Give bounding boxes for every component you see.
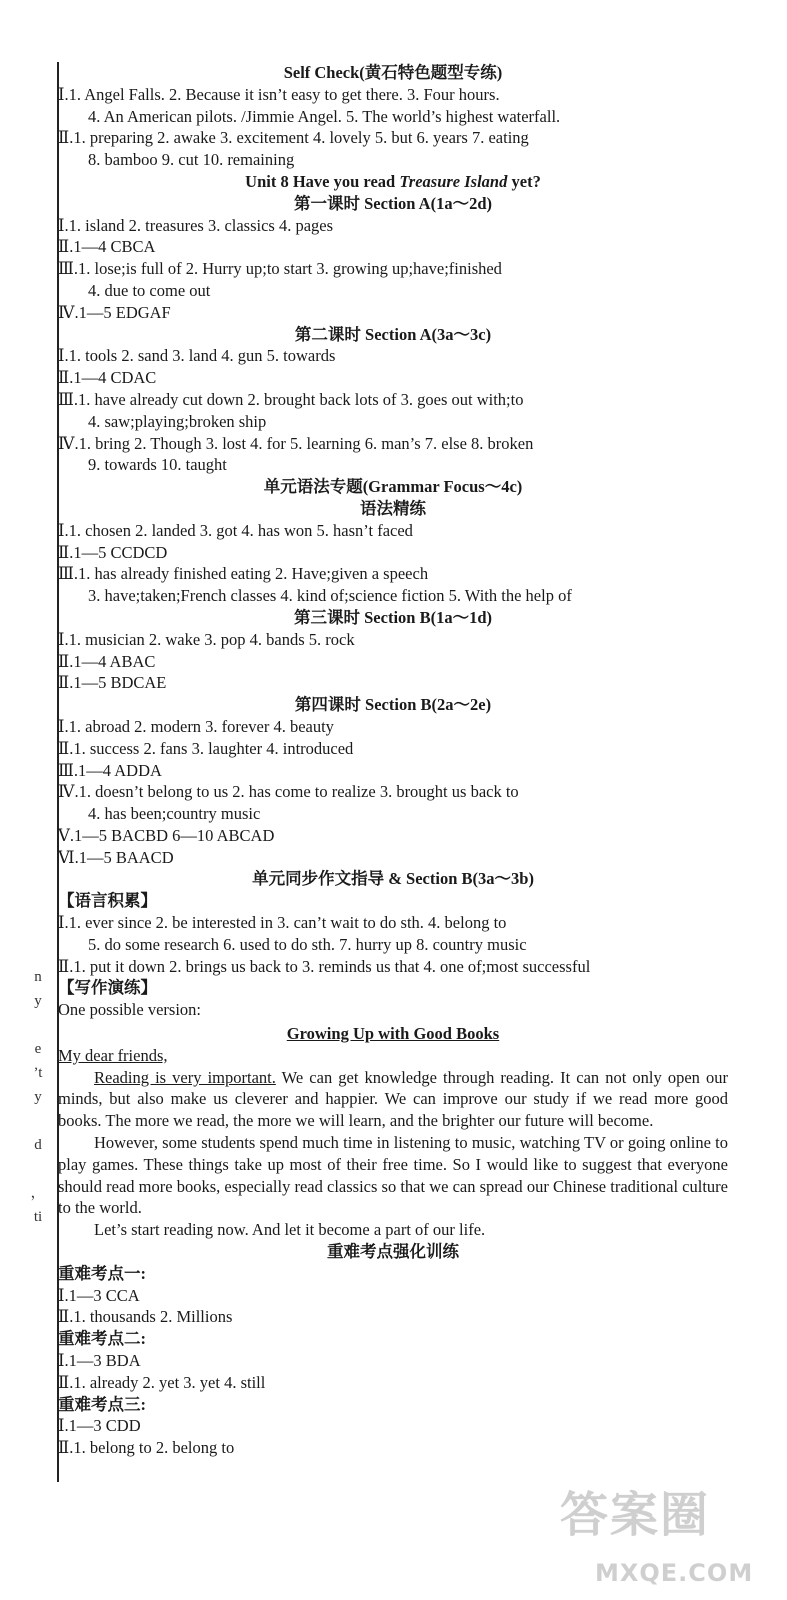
answer-line: 4. due to come out	[88, 280, 211, 300]
answer-line: 5. do some research 6. used to do sth. 7. hurry up 8. country music	[88, 934, 527, 954]
margin-char: y	[34, 1089, 42, 1105]
answer-line: Ⅰ.1. abroad 2. modern 3. forever 4. beauty	[58, 716, 334, 736]
answer-line: Ⅱ.1—5 BDCAE	[58, 673, 167, 693]
answer-line: Ⅰ.1. Angel Falls. 2. Because it isn’t easy to get there. 3. Four hours.	[58, 84, 500, 104]
answer-line: 3. have;taken;French classes 4. kind of;science fiction 5. With the help of	[88, 586, 572, 606]
margin-char: ’t	[33, 1065, 43, 1081]
key-point-line: Ⅰ.1—3 BDA	[58, 1351, 141, 1371]
key-point-line: Ⅱ.1. thousands 2. Millions	[58, 1307, 233, 1327]
answer-line: 8. bamboo 9. cut 10. remaining	[88, 150, 295, 170]
answer-line: Ⅱ.1—5 CCDCD	[58, 542, 168, 562]
answer-line: Ⅲ.1. lose;is full of 2. Hurry up;to start 3. growing up;have;finished	[58, 259, 502, 279]
key-point-line: 重难考点三:	[58, 1394, 146, 1414]
answer-line: Ⅲ.1. have already cut down 2. brought back lots of 3. goes out with;to	[58, 389, 524, 409]
margin-char: n	[34, 969, 42, 985]
answer-line: Self Check(黄石特色题型专练)	[283, 63, 503, 82]
margin-char	[28, 1157, 48, 1181]
essay-paragraph-1: Reading is very important. We can get knowledge through reading. It can not only open our minds, but also make us cleverer and happier. We can improve our study if we read more good books. The more we read, the more we will learn, and the brighter our future will become.	[58, 1067, 729, 1131]
answer-line: Ⅲ.1. has already finished eating 2. Have;given a speech	[58, 564, 429, 584]
watermark-url: MXQE.COM	[595, 1559, 754, 1587]
answer-line: 单元语法专题(Grammar Focus～4c)	[263, 477, 523, 497]
essay-paragraph-2: However, some students spend much time in listening to music, watching TV or going online to play games. These things take up most of their free time. So I would like to suggest that everyone should read more books, especially read classics so that we can spread our Chinese traditional culture to the world.	[58, 1133, 728, 1218]
answer-line: Ⅳ.1. doesn’t belong to us 2. has come to realize 3. brought us back to	[58, 782, 519, 802]
answer-line: 4. An American pilots. /Jimmie Angel. 5. The world’s highest waterfall.	[88, 106, 561, 126]
essay-salutation: My dear friends,	[58, 1045, 168, 1065]
answer-line: 4. has been;country music	[88, 804, 261, 824]
answer-lines	[58, 62, 728, 1021]
answer-line: One possible version:	[58, 1000, 201, 1020]
margin-char: e	[34, 1041, 42, 1057]
answer-line: Ⅰ.1. chosen 2. landed 3. got 4. has won 5. hasn’t faced	[58, 520, 413, 540]
key-point-line: Ⅱ.1. belong to 2. belong to	[58, 1438, 235, 1458]
answer-line: Ⅵ.1—5 BAACD	[58, 847, 174, 867]
answer-line: 【语言积累】	[58, 891, 157, 911]
answer-line: Ⅰ.1. ever since 2. be interested in 3. can’t wait to do sth. 4. belong to	[58, 913, 507, 933]
answer-line: 4. saw;playing;broken ship	[88, 411, 267, 431]
key-point-line: Ⅱ.1. already 2. yet 3. yet 4. still	[58, 1372, 266, 1392]
answer-line: 9. towards 10. taught	[88, 455, 227, 475]
answer-line: 第二课时 Section A(3a～3c)	[294, 324, 492, 344]
answer-page	[58, 62, 728, 1459]
answer-line: Ⅴ.1—5 BACBD 6—10 ABCAD	[58, 825, 275, 845]
margin-char: y	[34, 993, 42, 1009]
answer-line: 第四课时 Section B(2a～2e)	[294, 695, 492, 715]
answer-line: 第三课时 Section B(1a～1d)	[294, 607, 492, 627]
watermark-logo	[560, 1487, 775, 1590]
key-point-line: Ⅰ.1—3 CDD	[58, 1416, 141, 1436]
watermark-text: 答案圈	[560, 1487, 711, 1543]
answer-line: Ⅰ.1. island 2. treasures 3. classics 4. pages	[58, 215, 334, 235]
answer-line: 第一课时 Section A(1a～2d)	[294, 193, 492, 213]
essay-paragraph-3: Let’s start reading now. And let it become a part of our life.	[94, 1220, 486, 1240]
answer-line: Unit 8 Have you read Treasure Island yet?	[245, 171, 541, 191]
margin-char	[28, 1109, 48, 1133]
book-title: Treasure Island	[399, 171, 508, 191]
key-points-section	[58, 1241, 728, 1459]
answer-line: Ⅱ.1—4 ABAC	[58, 651, 156, 671]
margin-char: d	[34, 1137, 42, 1153]
answer-line: Ⅳ.1—5 EDGAF	[58, 302, 171, 322]
answer-line: Ⅰ.1. tools 2. sand 3. land 4. gun 5. towards	[58, 346, 336, 366]
margin-char	[28, 1013, 48, 1037]
key-point-line: Ⅰ.1—3 CCA	[58, 1285, 140, 1305]
margin-char: ，	[30, 1185, 46, 1201]
key-point-line: 重难考点一:	[58, 1263, 146, 1283]
answer-line: 单元同步作文指导 & Section B(3a～3b)	[252, 869, 534, 889]
margin-char: ti	[33, 1209, 43, 1225]
binding-margin-text	[28, 965, 48, 1229]
answer-line: Ⅱ.1. success 2. fans 3. laughter 4. introduced	[58, 738, 354, 758]
key-point-line: 重难考点二:	[58, 1329, 146, 1349]
answer-line: Ⅱ.1. put it down 2. brings us back to 3. reminds us that 4. one of;most successful	[58, 956, 591, 976]
answer-line: Ⅱ.1—4 CBCA	[58, 237, 156, 257]
answer-line: 【写作演练】	[58, 978, 157, 998]
answer-line: Ⅰ.1. musician 2. wake 3. pop 4. bands 5. rock	[58, 629, 355, 649]
essay-title: Growing Up with Good Books	[286, 1024, 500, 1044]
answer-line: Ⅱ.1—4 CDAC	[58, 368, 157, 388]
key-point-line: 重难考点强化训练	[327, 1242, 459, 1262]
answer-line: Ⅱ.1. preparing 2. awake 3. excitement 4. lovely 5. but 6. years 7. eating	[58, 128, 529, 148]
answer-line: 语法精练	[360, 498, 426, 518]
answer-line: Ⅳ.1. bring 2. Though 3. lost 4. for 5. learning 6. man’s 7. else 8. broken	[58, 433, 534, 453]
answer-line: Ⅲ.1—4 ADDA	[58, 760, 162, 780]
